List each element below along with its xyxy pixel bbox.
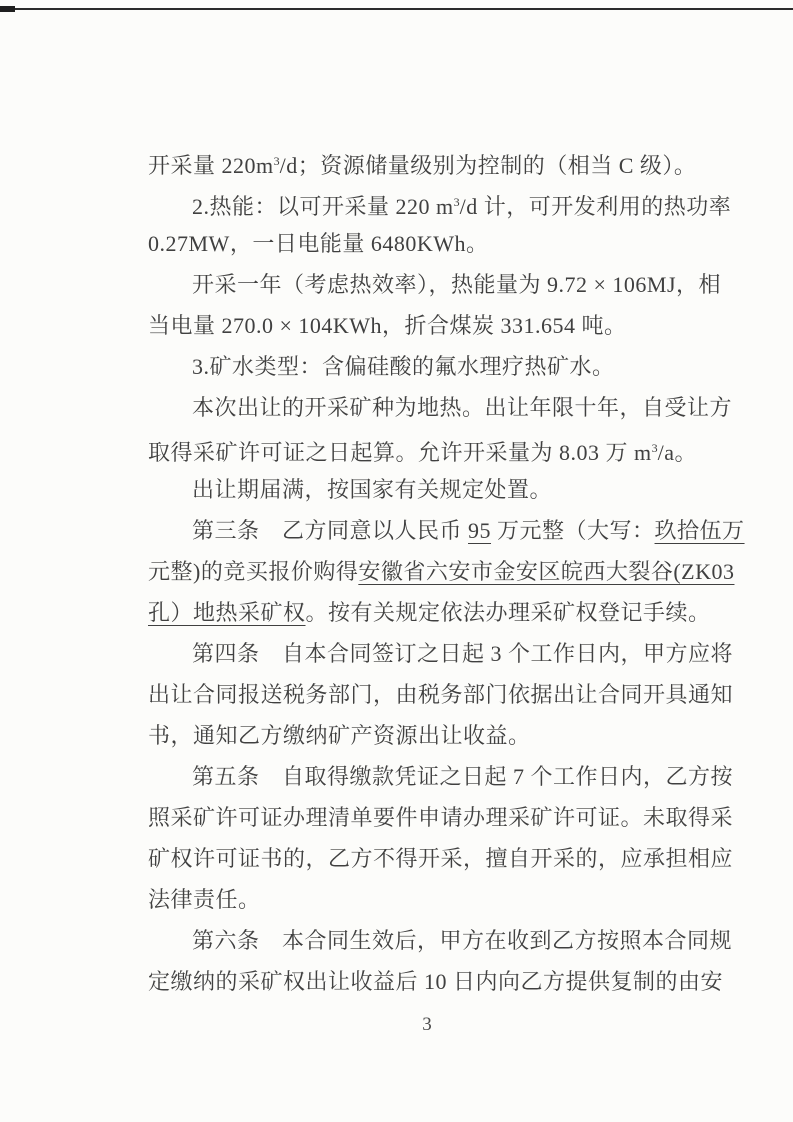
- underlined-text: 95: [468, 518, 492, 543]
- underlined-text: 孔）地热采矿权: [148, 600, 306, 625]
- text-line: [148, 879, 685, 920]
- text-segment: 第三条 乙方同意以人民币: [192, 518, 469, 543]
- text-segment: 2.热能：以可开采量 220 m: [192, 194, 454, 219]
- text-segment: 取得采矿许可证之日起算。允许开采量为 8.03 万 m: [148, 440, 652, 465]
- scan-artifact-top-left-blob: [0, 6, 15, 12]
- text-segment: 开采量 220m: [148, 153, 274, 178]
- text-segment: 3.矿水类型：含偏硅酸的氟水理疗热矿水。: [192, 354, 615, 379]
- text-segment: 定缴纳的采矿权出让收益后 10 日内向乙方提供复制的由安: [148, 969, 724, 994]
- text-line: [148, 838, 734, 879]
- text-line: [148, 674, 734, 715]
- text-segment: 本次出让的开采矿种为地热。出让年限十年，自受让方: [192, 395, 733, 420]
- text-segment: 万元整（大写：: [491, 518, 655, 543]
- underlined-text: 安徽省六安市金安区皖西大裂谷(ZK03: [358, 559, 735, 584]
- page-number: 3: [422, 1014, 432, 1035]
- text-segment: 照采矿许可证办理清单要件申请办理采矿许可证。未取得采: [148, 805, 734, 830]
- document-body: [148, 141, 745, 1002]
- text-line: [148, 961, 724, 1002]
- text-segment: /d；资源储量级别为控制的（相当 C 级）。: [279, 153, 697, 178]
- text-line: [148, 551, 735, 592]
- text-segment: 开采一年（考虑热效率），热能量为 9.72 × 106MJ，相: [192, 272, 722, 297]
- text-line: [148, 346, 685, 387]
- text-segment: 矿权许可证书的，乙方不得开采，擅自开采的，应承担相应: [148, 846, 734, 871]
- text-segment: 当电量 270.0 × 104KWh，折合煤炭 331.654 吨。: [148, 313, 627, 338]
- text-line: [148, 387, 733, 428]
- superscript-text: 3: [651, 441, 658, 455]
- text-line: [148, 715, 685, 756]
- text-segment: 0.27MW，一日电能量 6480KWh。: [148, 231, 489, 256]
- text-line: [148, 633, 734, 674]
- text-line: [148, 182, 732, 223]
- text-line: [148, 592, 711, 633]
- text-segment: /a。: [657, 440, 698, 465]
- text-segment: 书，通知乙方缴纳矿产资源出让收益。: [148, 723, 531, 748]
- text-line: [148, 141, 697, 182]
- text-segment: /d 计，可开发利用的热功率: [459, 194, 732, 219]
- text-segment: 出让合同报送税务部门，由税务部门依据出让合同开具通知: [148, 682, 734, 707]
- superscript-text: 3: [453, 195, 460, 209]
- scan-artifact-top-line: [0, 8, 793, 10]
- text-segment: 第四条 自本合同签订之日起 3 个工作日内，甲方应将: [192, 641, 734, 666]
- text-segment: 元整)的竞买报价购得: [148, 559, 359, 584]
- underlined-text: 玖拾伍万: [654, 518, 745, 543]
- text-line: [148, 469, 685, 510]
- text-line: [148, 305, 685, 346]
- text-segment: 第五条 自取得缴款凭证之日起 7 个工作日内，乙方按: [192, 764, 734, 789]
- text-segment: 法律责任。: [148, 887, 261, 912]
- text-line: [148, 920, 733, 961]
- text-line: [148, 756, 734, 797]
- text-line: [148, 223, 685, 264]
- text-segment: 出让期届满，按国家有关规定处置。: [192, 477, 553, 502]
- text-line: [148, 797, 734, 838]
- text-line: [148, 510, 745, 551]
- text-segment: 。按有关规定依法办理采矿权登记手续。: [305, 600, 711, 625]
- text-line: [148, 264, 722, 305]
- text-line: [148, 428, 698, 469]
- superscript-text: 3: [273, 154, 280, 168]
- text-segment: 第六条 本合同生效后，甲方在收到乙方按照本合同规: [192, 928, 733, 953]
